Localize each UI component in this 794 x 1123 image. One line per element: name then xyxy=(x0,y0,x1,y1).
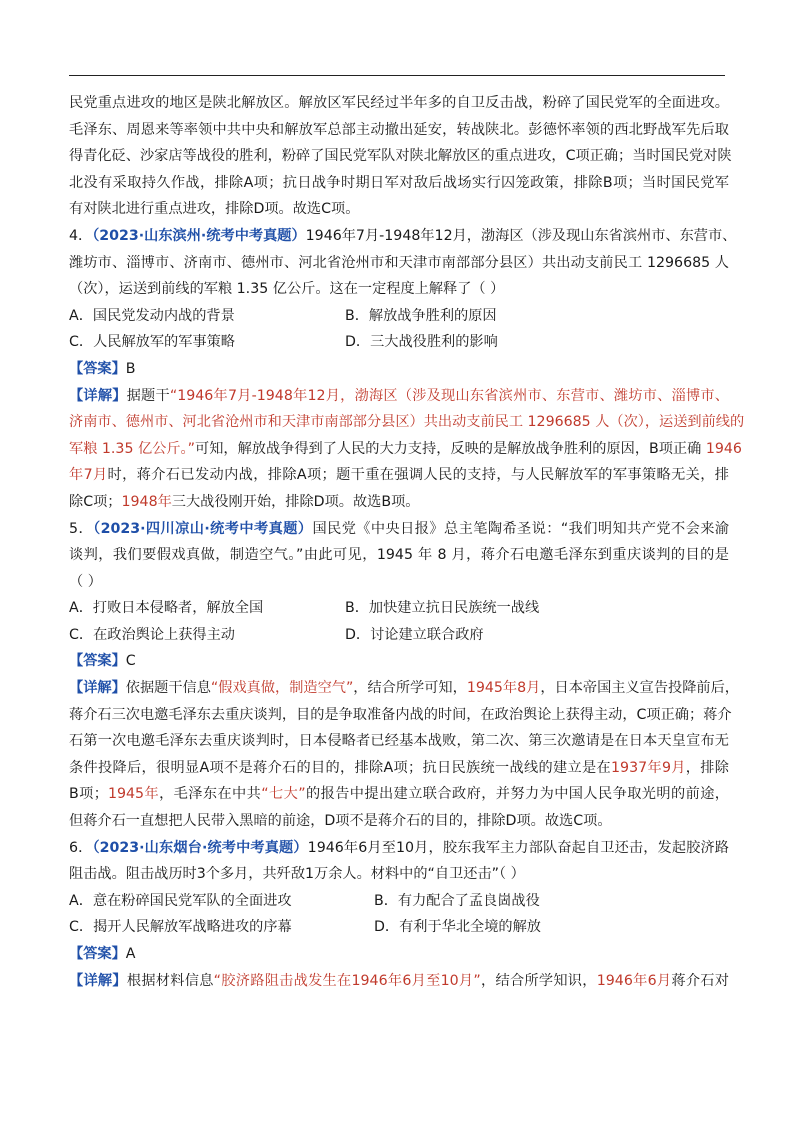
option-item: C．人民解放军的军事策略 xyxy=(69,334,235,351)
detail-tag: 【详解】 xyxy=(69,972,127,989)
question-stem-line xyxy=(69,276,729,303)
answer-tag: 【答案】 xyxy=(69,360,126,377)
question-stem-line xyxy=(69,861,729,888)
detail-line xyxy=(69,781,729,808)
question-q4 xyxy=(69,223,745,516)
question-stem-text: （ ） xyxy=(69,573,102,590)
answer-value: B xyxy=(125,360,136,377)
detail-seg: 但蒋介石一直想把人民带入黑暗的前途，D项不是蒋介石的目的，排除D项。故选C项。 xyxy=(69,813,612,830)
option-item: A．国民党发动内战的背景 xyxy=(69,307,235,324)
detail-seg: ，毛泽东在中共 xyxy=(159,786,262,803)
detail-seg: 1946 xyxy=(705,440,742,457)
text-line xyxy=(69,90,729,117)
text-seg: 有对陕北进行重点进攻，排除D项。故选C项。 xyxy=(69,201,360,218)
detail-seg: “胶济路阻击战发生在1946年6月至10月” xyxy=(213,972,481,989)
detail-line xyxy=(69,383,729,410)
options-row xyxy=(69,303,729,330)
question-stem-line xyxy=(69,835,729,862)
detail-seg: 1937年9月 xyxy=(611,759,686,776)
question-stem-text: 1946年6月至10月，胶东我军主力部队奋起自卫还击，发起胶济路 xyxy=(307,839,729,856)
question-number: 5． xyxy=(69,520,94,537)
options-row xyxy=(69,914,729,941)
detail-line xyxy=(69,755,729,782)
detail-seg: 1946年6月 xyxy=(596,972,672,989)
detail-seg: 根据材料信息 xyxy=(126,972,214,989)
detail-seg: 年7月 xyxy=(69,467,108,484)
detail-line xyxy=(69,409,745,436)
option-item: D．有利于华北全境的解放 xyxy=(374,919,541,936)
detail-seg: 据题干 xyxy=(126,387,170,404)
detail-seg: “假戏真做，制造空气” xyxy=(210,680,354,697)
detail-seg: 济南市、德州市、河北省沧州市和天津市南部部分县区）共出动支前民工 1296685 人（次），运送到前线的 xyxy=(69,414,745,431)
question-number: 4． xyxy=(69,227,93,244)
question-stem-line xyxy=(69,542,729,569)
question-number: 6． xyxy=(69,839,93,856)
text-line xyxy=(69,196,729,223)
detail-seg: ，结合所学知识， xyxy=(480,972,597,989)
detail-seg: ，结合所学可知， xyxy=(353,680,467,697)
option-item: B．有力配合了孟良崮战役 xyxy=(374,892,540,909)
detail-seg: 1945年 xyxy=(107,786,160,803)
answer-tag: 【答案】 xyxy=(69,653,126,670)
options-row xyxy=(69,888,729,915)
options-row xyxy=(69,329,729,356)
text-seg: 民党重点进攻的地区是陕北解放区。解放区军民经过半年多的自卫反击战，粉碎了国民党军的全面进攻。 xyxy=(69,95,729,111)
detail-line xyxy=(69,968,729,995)
detail-seg: “七大” xyxy=(261,786,306,803)
answer-line xyxy=(69,356,729,383)
option-item: D．讨论建立联合政府 xyxy=(345,626,484,643)
detail-line xyxy=(69,436,742,463)
header-rule xyxy=(69,75,725,76)
question-q5 xyxy=(69,516,739,835)
detail-seg: 时，蒋介石已发动内战，排除A项；题干重在强调人民的支持，与人民解放军的军事策略无关，排 xyxy=(107,467,729,484)
detail-seg: B项； xyxy=(69,786,108,803)
detail-seg: ，日本帝国主义宣告投降前后， xyxy=(540,680,739,697)
detail-seg: 可知，解放战争得到了人民的大力支持，反映的是解放战争胜利的原因，B项正确 xyxy=(195,440,706,457)
detail-seg: 军粮 1.35 亿公斤。” xyxy=(69,440,195,457)
question-source: （2023·四川凉山·统考中考真题） xyxy=(93,520,313,537)
option-item: C．在政治舆论上获得主动 xyxy=(69,626,235,643)
detail-seg: 1948年 xyxy=(121,493,172,510)
option-item: B．解放战争胜利的原因 xyxy=(345,307,497,324)
text-line xyxy=(69,117,729,144)
detail-seg: 条件投降后，很明显A项不是蒋介石的目的，排除A项；抗日民族统一战线的建立是在 xyxy=(69,759,612,776)
answer-tag: 【答案】 xyxy=(69,946,126,962)
options-row xyxy=(69,622,729,649)
detail-line xyxy=(69,489,729,516)
answer-value: C xyxy=(125,653,136,670)
detail-seg: 石第一次电邀毛泽东去重庆谈判时，日本侵略者已经基本战败，第二次、第三次邀请是在日本天皇宣布无 xyxy=(69,733,729,750)
question-source: （2023·山东滨州·统考中考真题） xyxy=(92,227,306,244)
text-line xyxy=(69,170,729,197)
detail-seg: 依据题干信息 xyxy=(125,680,211,697)
detail-seg: “1946年7月-1948年12月，渤海区（涉及现山东省滨州市、东营市、潍坊市、淄博市、 xyxy=(169,387,729,404)
options-row xyxy=(69,595,729,622)
option-item: B．加快建立抗日民族统一战线 xyxy=(345,600,540,617)
detail-seg: 1945年8月 xyxy=(466,680,541,697)
question-source: （2023·山东烟台·统考中考真题） xyxy=(92,839,308,856)
question-stem-line xyxy=(69,569,729,596)
detail-line xyxy=(69,462,729,489)
question-stem-line xyxy=(69,250,729,277)
detail-seg: 的报告中提出建立联合政府，并努力为中国人民争取光明的前途， xyxy=(305,786,729,803)
option-item: A．打败日本侵略者，解放全国 xyxy=(69,600,264,617)
detail-line xyxy=(69,728,729,755)
detail-seg: 蒋介石三次电邀毛泽东去重庆谈判，目的是争取准备内战的时间，在政治舆论上获得主动，C项正确；蒋介 xyxy=(69,706,732,723)
document-body xyxy=(69,90,745,994)
question-stem-line xyxy=(69,223,737,250)
option-item: C．揭开人民解放军战略进攻的序幕 xyxy=(69,919,292,936)
detail-line xyxy=(69,675,739,702)
text-seg: 得青化砭、沙家店等战役的胜利，粉碎了国民党军队对陕北解放区的重点进攻，C项正确；当时国民党对陕 xyxy=(69,148,732,165)
question-stem-line xyxy=(69,516,729,543)
question-stem-text: 阻击战。阻击战历时3个多月，共歼敌1万余人。材料中的“自卫还击”（ ） xyxy=(69,866,525,883)
question-stem-text: 潍坊市、淄博市、济南市、德州市、河北省沧州市和天津市南部部分县区）共出动支前民工 1296685 人 xyxy=(69,254,729,271)
detail-seg: 除C项； xyxy=(69,493,122,510)
question-stem-text: （次），运送到前线的军粮 1.35 亿公斤。这在一定程度上解释了（ ） xyxy=(69,281,505,298)
answer-line xyxy=(69,648,729,675)
option-item: A．意在粉碎国民党军队的全面进攻 xyxy=(69,892,292,909)
question-stem-text: 谈判，我们要假戏真做，制造空气。”由此可见，1945 年 8 月，蒋介石电邀毛泽东到重庆谈判的目的是 xyxy=(69,547,729,564)
question-stem-text: 1946年7月-1948年12月，渤海区（涉及现山东省滨州市、东营市、 xyxy=(305,227,737,244)
question-stem-text: 国民党《中央日报》总主笔陶希圣说：“我们明知共产党不会来渝 xyxy=(312,520,730,537)
question-q6 xyxy=(69,835,729,995)
detail-seg: 蒋介石对 xyxy=(671,972,729,989)
detail-seg: ，排除 xyxy=(685,759,729,776)
detail-tag: 【详解】 xyxy=(69,387,127,404)
answer-value: A xyxy=(125,946,136,962)
text-line xyxy=(69,143,732,170)
answer-line xyxy=(69,941,729,968)
detail-line xyxy=(69,702,732,729)
detail-seg: 三大战役刚开始，排除D项。故选B项。 xyxy=(171,493,420,510)
text-seg: 北没有采取持久作战，排除A项；抗日战争时期日军对敌后战场实行囚笼政策，排除B项；当时国民党军 xyxy=(69,174,729,191)
detail-tag: 【详解】 xyxy=(69,680,126,697)
text-seg: 毛泽东、周恩来等率领中共中央和解放军总部主动撤出延安，转战陕北。彭德怀率领的西北野战军先后取 xyxy=(69,121,729,138)
detail-line xyxy=(69,808,729,835)
option-item: D．三大战役胜利的影响 xyxy=(345,334,498,351)
